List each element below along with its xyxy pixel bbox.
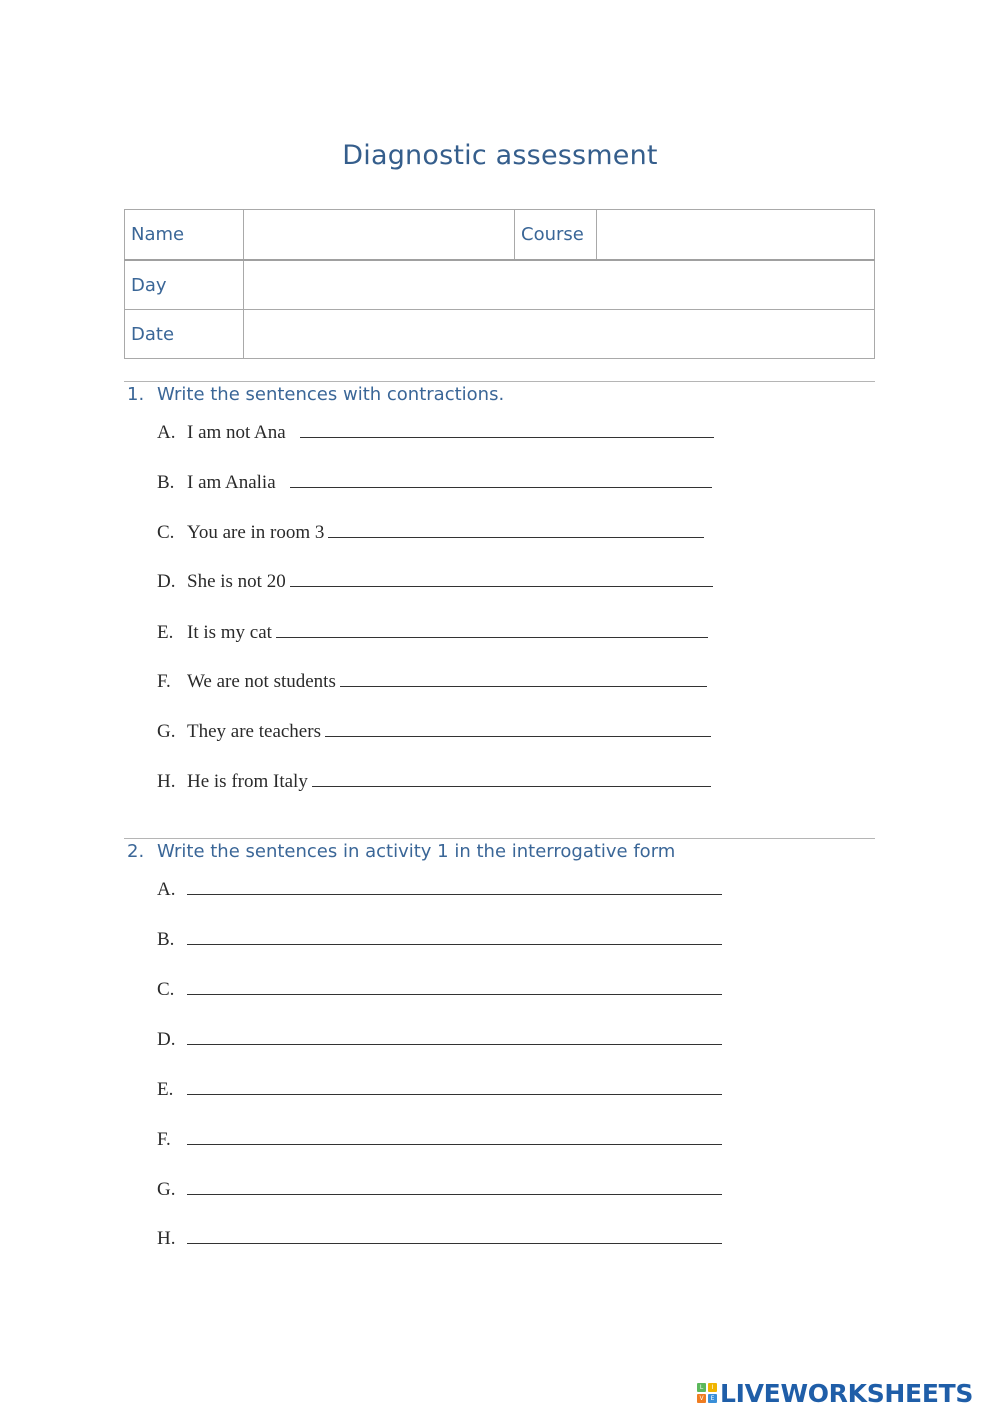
logo-text: LIVEWORKSHEETS	[720, 1378, 974, 1408]
answer-blank[interactable]	[187, 928, 722, 945]
item-text: I am not Ana	[187, 422, 286, 443]
item-letter: B.	[157, 472, 175, 493]
item-letter: E.	[157, 1079, 174, 1100]
list-item	[157, 770, 711, 793]
list-item	[157, 421, 714, 444]
section-1-instruction: Write the sentences with contractions.	[157, 384, 505, 405]
item-text: We are not students	[187, 671, 336, 692]
list-item	[157, 1128, 722, 1151]
item-letter: H.	[157, 1228, 176, 1249]
answer-blank[interactable]	[325, 720, 711, 737]
day-field[interactable]	[244, 260, 875, 310]
item-text: You are in room 3	[187, 522, 325, 543]
list-item	[157, 471, 712, 494]
list-item	[157, 878, 722, 901]
list-item	[157, 521, 704, 544]
answer-blank[interactable]	[276, 621, 708, 638]
list-item	[157, 928, 722, 951]
date-label: Date	[125, 310, 244, 359]
section-1-number: 1.	[127, 384, 145, 405]
item-letter: C.	[157, 979, 175, 1000]
item-letter: A.	[157, 879, 176, 900]
item-letter: H.	[157, 771, 176, 792]
item-letter: C.	[157, 522, 175, 543]
list-item	[157, 621, 708, 644]
list-item	[157, 1028, 722, 1051]
item-letter: G.	[157, 721, 176, 742]
item-letter: D.	[157, 571, 176, 592]
name-label: Name	[125, 210, 244, 261]
answer-blank[interactable]	[187, 1128, 722, 1145]
answer-blank[interactable]	[187, 978, 722, 995]
answer-blank[interactable]	[312, 770, 711, 787]
section-1-heading	[127, 384, 504, 405]
answer-blank[interactable]	[340, 670, 707, 687]
item-letter: D.	[157, 1029, 176, 1050]
liveworksheets-logo[interactable]	[697, 1378, 973, 1408]
section-2-instruction: Write the sentences in activity 1 in the interrogative form	[157, 841, 676, 862]
answer-blank[interactable]	[187, 1028, 722, 1045]
list-item	[157, 1078, 722, 1101]
student-info-table	[124, 209, 875, 359]
answer-blank[interactable]	[187, 878, 722, 895]
list-item	[157, 978, 722, 1001]
list-item	[157, 1227, 722, 1250]
answer-blank[interactable]	[187, 1178, 722, 1195]
course-field[interactable]	[597, 210, 875, 261]
logo-blocks-icon: L I V E	[697, 1383, 717, 1403]
answer-blank[interactable]	[290, 570, 713, 587]
item-text: He is from Italy	[187, 771, 308, 792]
day-label: Day	[125, 260, 244, 310]
item-text: She is not 20	[187, 571, 286, 592]
date-field[interactable]	[244, 310, 875, 359]
item-letter: B.	[157, 929, 175, 950]
name-field[interactable]	[244, 210, 515, 261]
item-letter: F.	[157, 671, 171, 692]
answer-blank[interactable]	[187, 1078, 722, 1095]
item-text: It is my cat	[187, 622, 272, 643]
answer-blank[interactable]	[290, 471, 712, 488]
course-label: Course	[515, 210, 597, 261]
list-item	[157, 570, 713, 593]
answer-blank[interactable]	[300, 421, 714, 438]
list-item	[157, 1178, 722, 1201]
item-text: I am Analia	[187, 472, 276, 493]
item-letter: G.	[157, 1179, 176, 1200]
answer-blank[interactable]	[187, 1227, 722, 1244]
item-text: They are teachers	[187, 721, 321, 742]
section-2-heading	[127, 841, 675, 862]
item-letter: F.	[157, 1129, 171, 1150]
page-title: Diagnostic assessment	[342, 140, 658, 171]
item-letter: A.	[157, 422, 176, 443]
list-item	[157, 670, 707, 693]
section-divider	[124, 838, 875, 839]
section-divider	[124, 381, 875, 382]
item-letter: E.	[157, 622, 174, 643]
list-item	[157, 720, 711, 743]
answer-blank[interactable]	[328, 521, 704, 538]
section-2-number: 2.	[127, 841, 145, 862]
